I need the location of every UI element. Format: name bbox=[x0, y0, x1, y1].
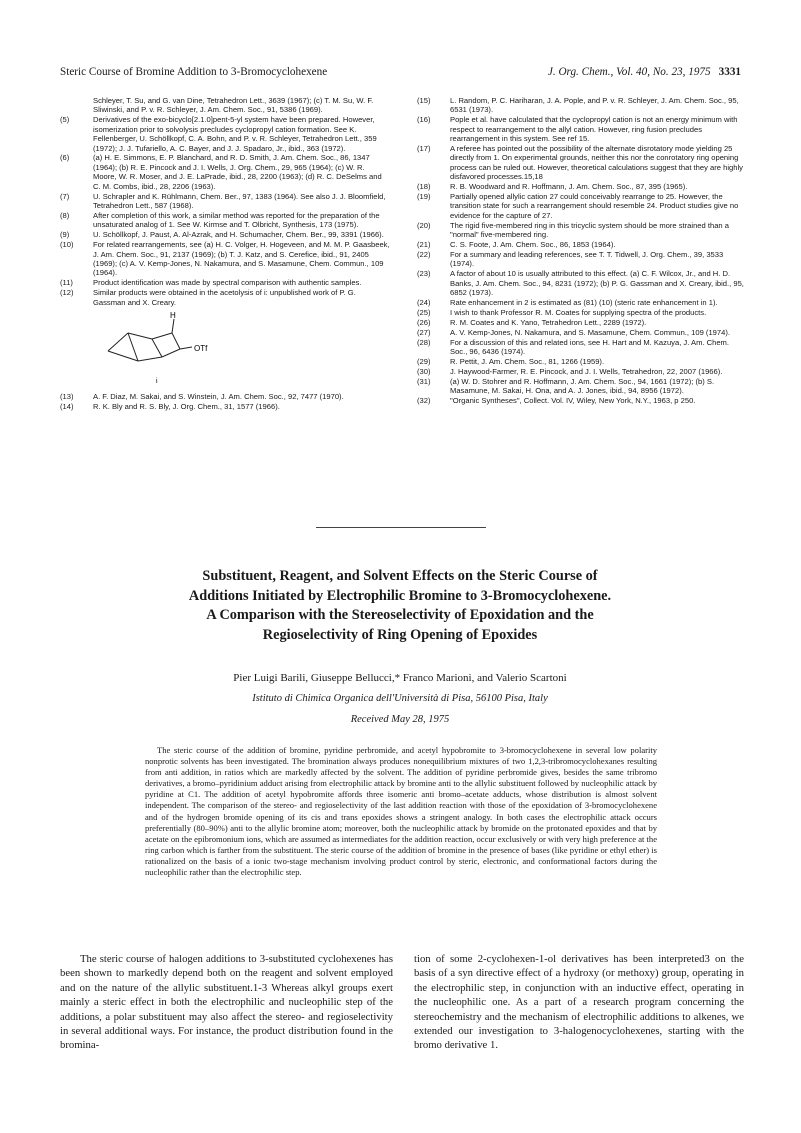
reference-text: Rate enhancement in 2 is estimated as (81) (10) (steric rate enhancement in 1). bbox=[450, 298, 718, 308]
reference-item bbox=[60, 153, 390, 191]
reference-number: (17) bbox=[417, 144, 431, 154]
reference-item bbox=[417, 357, 747, 366]
affiliation: Istituto di Chimica Organica dell'Università di Pisa, 56100 Pisa, Italy bbox=[252, 693, 548, 704]
reference-text: R. K. Bly and R. S. Bly, J. Org. Chem., 31, 1577 (1966). bbox=[93, 401, 280, 411]
references-right-column bbox=[417, 96, 747, 406]
reference-item bbox=[417, 318, 747, 327]
reference-item bbox=[417, 96, 747, 115]
reference-item bbox=[60, 211, 390, 230]
title-line: Additions Initiated by Electrophilic Bromine to 3-Bromocyclohexene. bbox=[188, 587, 612, 604]
reference-item bbox=[60, 192, 390, 211]
reference-item bbox=[60, 240, 390, 278]
section-divider bbox=[316, 527, 486, 528]
reference-item bbox=[60, 288, 390, 307]
reference-item bbox=[417, 192, 747, 220]
reference-number: (31) bbox=[417, 376, 431, 386]
reference-number: (21) bbox=[417, 240, 431, 250]
reference-number: (16) bbox=[417, 115, 431, 125]
reference-number: (7) bbox=[60, 191, 70, 201]
page-number: 3331 bbox=[718, 66, 741, 78]
reference-number: (24) bbox=[417, 298, 431, 308]
reference-text: The rigid five-membered ring in this tricyclic system should be more strained than a "normal" five-membered ring. bbox=[450, 220, 729, 240]
title-line: A Comparison with the Stereoselectivity of Epoxidation and the bbox=[206, 607, 594, 623]
reference-number: (29) bbox=[417, 356, 431, 366]
reference-text: Schleyer, T. Su, and G. van Dine, Tetrahedron Lett., 3639 (1967); (c) T. M. Su, W. F. Sliwinski, and P. v. R. Schleyer, J. Am. Chem. Soc., 91, 5386 (1969). bbox=[93, 96, 374, 115]
running-header bbox=[60, 66, 741, 82]
body-text-right: tion of some 2-cyclohexen-1-ol derivatives has been interpreted3 on the basis of a syn directive effect of a hydroxy (or methoxy) group, operating in the electrophilic step, in conjunction with an inductive effect, operating in the nucleophilic one. As a part of a research program concerning the stereochemistry and the mechanism of electrophilic additions to alkenes, we extended our investigation to 3-halogenocyclohexenes, starting with the bromo derivative 1. bbox=[414, 953, 744, 1052]
reference-text: C. S. Foote, J. Am. Chem. Soc., 86, 1853 (1964). bbox=[450, 240, 616, 250]
reference-number: (30) bbox=[417, 366, 431, 376]
reference-text: For a discussion of this and related ions, see H. Hart and M. Kazuya, J. Am. Chem. Soc., 96, 6436 (1974). bbox=[450, 337, 729, 357]
reference-text: Similar products were obtained in the acetolysis of i: unpublished work of P. G. Gassman and X. Creary. bbox=[93, 288, 356, 307]
reference-text: After completion of this work, a similar method was reported for the preparation of the unsaturated analog of 1. See W. Kirmse and T. Olbricht, Synthesis, 173 (1975). bbox=[93, 210, 380, 230]
reference-number: (13) bbox=[60, 391, 74, 401]
reference-item bbox=[417, 240, 747, 249]
reference-item bbox=[417, 396, 747, 405]
reference-item bbox=[417, 308, 747, 317]
reference-text: R. Pettit, J. Am. Chem. Soc., 81, 1266 (1959). bbox=[450, 356, 605, 366]
reference-text: Partially opened allylic cation 27 could conceivably rearrange to 25. However, the transition state for such a rearrangement should resemble 24. Product studies give no evidence for the capture of 27. bbox=[450, 192, 739, 220]
title-line: Regioselectivity of Ring Opening of Epoxides bbox=[262, 626, 538, 643]
reference-number: (25) bbox=[417, 307, 431, 317]
reference-text: L. Random, P. C. Hariharan, J. A. Pople, and P. v. R. Schleyer, J. Am. Chem. Soc., 95, 6531 (1973). bbox=[450, 96, 739, 115]
reference-item bbox=[60, 402, 390, 411]
compound-label: i bbox=[156, 377, 158, 385]
bicyclic-triflate-structure bbox=[100, 311, 230, 386]
reference-text: R. M. Coates and K. Yano, Tetrahedron Lett., 2289 (1972). bbox=[450, 317, 647, 327]
reference-item bbox=[60, 392, 390, 401]
reference-text: Derivatives of the exo-bicyclo[2.1.0]pent-5-yl system have been prepared. However, isomerization prior to solvolysis precludes cyclopropyl cation formation. See K. Fellenberger, U. Schöllkopf, C. A. Bohn, and P. v. R. Schleyer, Tetrahedron Lett., 359 (1972); J. J. Tufariello, A. C. Bayer, and J. J. Spadaro, Jr., ibid., 363 (1972). bbox=[93, 115, 377, 153]
reference-number: (20) bbox=[417, 220, 431, 230]
reference-item bbox=[60, 230, 390, 239]
reference-text: U. Schrapler and K. Rühlmann, Chem. Ber., 97, 1383 (1964). See also J. J. Bloomfield, Tetrahedron Lett., 587 (1968). bbox=[93, 191, 386, 210]
reference-number: (11) bbox=[60, 278, 73, 288]
reference-text: "Organic Syntheses", Collect. Vol. IV, Wiley, New York, N.Y., 1963, p 250. bbox=[450, 396, 696, 406]
author-list: Pier Luigi Barili, Giuseppe Bellucci,* Franco Marioni, and Valerio Scartoni bbox=[233, 672, 567, 684]
reference-text: U. Schöllkopf, J. Paust, A. Al-Azrak, and H. Schumacher, Chem. Ber., 99, 3391 (1966). bbox=[93, 230, 384, 240]
reference-item bbox=[60, 96, 390, 115]
reference-number: (6) bbox=[60, 153, 70, 163]
reference-item bbox=[417, 221, 747, 240]
reference-number: (9) bbox=[60, 230, 70, 240]
reference-number: (14) bbox=[60, 401, 74, 411]
reference-item bbox=[417, 144, 747, 182]
journal-citation bbox=[548, 66, 741, 78]
reference-number: (28) bbox=[417, 337, 431, 347]
reference-text: I wish to thank Professor R. M. Coates for supplying spectra of the products. bbox=[450, 307, 707, 317]
reference-item bbox=[60, 278, 390, 287]
reference-number: (18) bbox=[417, 182, 431, 192]
journal-name: J. Org. Chem., Vol. 40, No. 23, 1975 bbox=[547, 66, 711, 78]
reference-item bbox=[417, 328, 747, 337]
reference-number: (8) bbox=[60, 210, 70, 220]
reference-text: For related rearrangements, see (a) H. C. Volger, H. Hogeveen, and M. M. P. Gaasbeek, J. Am. Chem. Soc., 91, 2137 (1969); (b) T. J. Katz, and S. Cerefice, ibid., 91, 2405 (1969); (c) A. V. Kemp-Jones, N. Nakamura, and S. Masamune, Chem. Commun., 109 (1964). bbox=[93, 240, 390, 278]
reference-item bbox=[417, 115, 747, 143]
reference-number: (19) bbox=[417, 192, 431, 202]
reference-text: A factor of about 10 is usually attributed to this effect. (a) C. F. Wilcox, Jr., and H. D. Banks, J. Am. Chem. Soc., 94, 8231 (1972); (b) P. G. Gassman and X. Creary, ibid., 95, 6852 (1973). bbox=[450, 269, 744, 298]
reference-text: A. V. Kemp-Jones, N. Nakamura, and S. Masamune, Chem. Commun., 109 (1974). bbox=[450, 327, 730, 337]
reference-text: For a summary and leading references, see T. T. Tidwell, J. Org. Chem., 39, 3533 (1974). bbox=[450, 250, 724, 269]
reference-item bbox=[417, 182, 747, 191]
structure-diagram bbox=[100, 311, 390, 386]
received-date: Received May 28, 1975 bbox=[350, 714, 450, 725]
reference-item bbox=[417, 367, 747, 376]
reference-number: (32) bbox=[417, 396, 431, 406]
abstract: The steric course of the addition of bromine, pyridine perbromide, and acetyl hypobromite to 3-bromocyclohexene in several low polarity nonprotic solvents has been investigated. The bromination always produces nonequilibrium mixtures of two 1,2,3-tribromocyclohexanes resulting from anti addition, in ratios which are markedly affected by the solvent. The addition of pyridine perbromide gives, besides the same tribromo derivatives, a bromo–pyridinium adduct arising from electrophilic attack by bromine anti to the allylic substituent followed by nucleophilic attack by pyridine at C1. The addition of acetyl hypobromite affords three isomeric anti bromo–acetate adducts, whose distribution is almost solvent independent. The comparison of the stereo- and regioselectivity of the last addition reaction with those of the epoxidation of 3-bromocyclohexene and of the hydrogen bromide opening of its cis and trans epoxides shows a stringent analogy. In both cases the electrophilic attack occurs preferentially (80–90%) anti to the allylic bromine atom; moreover, both the nucleophilic attack by bromide on the protonated epoxides and that by acetate on the epibromonium ions, which are assumed as intermediates for the addition reaction, occur exclusively or with very high preference at the ring carbon which is farther from the substituent. The steric course of the addition of bromine in the presence of bases (like pyridine or ethyl ether) is rationalized on the basis of a ionic two-stage mechanism involving product control by steric, electronic, and conformational factors during the nucleophilic rather than the electrophilic step. bbox=[145, 745, 657, 878]
otf-label: OTf bbox=[194, 343, 208, 353]
article-title bbox=[90, 567, 710, 645]
h-label: H bbox=[170, 310, 176, 320]
reference-item bbox=[417, 377, 747, 396]
reference-item bbox=[417, 269, 747, 297]
reference-text: R. B. Woodward and R. Hoffmann, J. Am. Chem. Soc., 87, 395 (1965). bbox=[450, 182, 688, 192]
reference-text: J. Haywood-Farmer, R. E. Pincock, and J. I. Wells, Tetrahedron, 22, 2007 (1966). bbox=[450, 366, 723, 376]
body-text-left: The steric course of halogen additions to 3-substituted cyclohexenes has been shown to markedly depend both on the reagent and solvent employed and on the nature of the allylic substituent.1-3 Whereas alkyl groups exert mainly a steric effect in both the electrophilic and nucleophilic step of the additions, a polar substituent may also affect the stereo- and regioselectivity in several additional ways. For instance, the product distribution found in the bromina- bbox=[60, 953, 393, 1052]
running-title: Steric Course of Bromine Addition to 3-Bromocyclohexene bbox=[60, 66, 328, 78]
reference-item bbox=[417, 298, 747, 307]
reference-text: Pople et al. have calculated that the cyclopropyl cation is not an energy minimum with respect to rearrangement to the allyl cation. However, ring fusion precludes rearrangement in this system. See ref 15. bbox=[450, 115, 738, 144]
reference-number: (15) bbox=[417, 96, 431, 105]
reference-number: (12) bbox=[60, 288, 74, 298]
reference-number: (26) bbox=[417, 317, 431, 327]
reference-number: (10) bbox=[60, 240, 74, 250]
reference-number: (22) bbox=[417, 250, 431, 259]
reference-text: (a) H. E. Simmons, E. P. Blanchard, and R. D. Smith, J. Am. Chem. Soc., 86, 1347 (1964); (b) R. E. Pincock and J. I. Wells, J. Org. Chem., 29, 965 (1964); (c) W. R. Moore, W. R. Moser, and J. E. LaPrade, ibid., 28, 2200 (1963); (d) R. C. DeSelms and C. M. Combs, ibid., 28, 2206 (1963). bbox=[93, 153, 382, 191]
reference-text: A referee has pointed out the possibility of the alternate disrotatory mode yielding 25 directly from 1. On experimental grounds, neither this nor the conrotatory ring opening process can be ruled out. However, theoretical calculations suggest that they are highly disfavored processes.15,18 bbox=[450, 144, 743, 182]
reference-text: (a) W. D. Stohrer and R. Hoffmann, J. Am. Chem. Soc., 94, 1661 (1972); (b) S. Masamune, M. Sakai, H. Ona, and A. J. Jones, ibid., 94, 8956 (1972). bbox=[450, 376, 715, 396]
title-line: Substituent, Reagent, and Solvent Effects on the Steric Course of bbox=[202, 568, 598, 584]
reference-number: (23) bbox=[417, 269, 431, 279]
reference-item bbox=[60, 115, 390, 153]
reference-item bbox=[417, 250, 747, 269]
reference-text: Product identification was made by spectral comparison with authentic samples. bbox=[93, 278, 362, 288]
references-left-column bbox=[60, 96, 390, 412]
reference-number: (5) bbox=[60, 115, 70, 125]
reference-text: A. F. Diaz, M. Sakai, and S. Winstein, J. Am. Chem. Soc., 92, 7477 (1970). bbox=[93, 391, 344, 401]
reference-number: (27) bbox=[417, 327, 431, 337]
reference-item bbox=[417, 338, 747, 357]
